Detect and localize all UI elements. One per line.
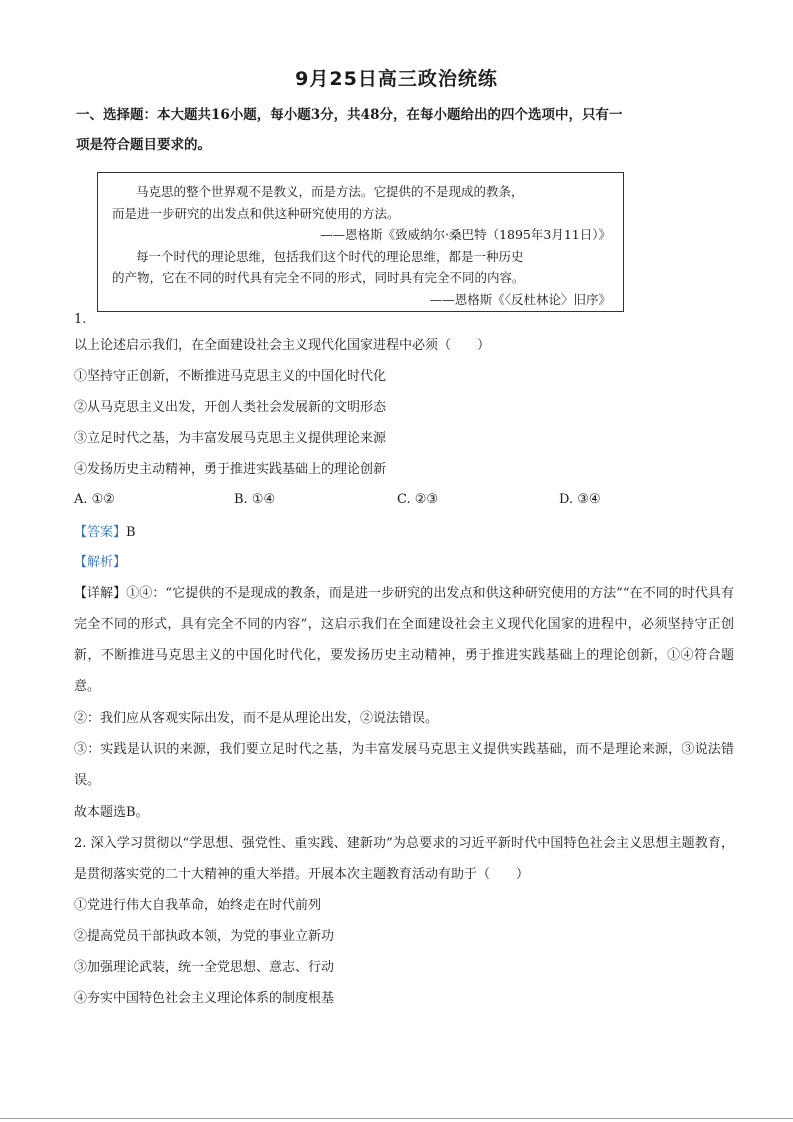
quote-text: 的产物，它在不同的时代具有完全不同的形式，同时具有完全不同的内容。 xyxy=(112,270,525,285)
statement-item: ④发扬历史主动精神，勇于推进实践基础上的理论创新 xyxy=(74,462,387,477)
statement-item: ③加强理论武装，统一全党思想、意志、行动 xyxy=(74,960,335,975)
statement-item: ①党进行伟大自我革命，始终走在时代前列 xyxy=(74,898,322,913)
quote-box xyxy=(97,172,624,312)
conclusion: 故本题选B。 xyxy=(74,805,149,820)
question-2-stem: 2. 深入学习贯彻以“学思想、强党性、重实践、建新功”为总要求的习近平新时代中国特色社会主义思想主题教育，是贯彻落实党的二十大精神的重大举措。开展本次主题教育活动有助于（ ） xyxy=(74,836,734,882)
option-a: A. ①② xyxy=(74,492,115,507)
option-c: C. ②③ xyxy=(397,492,439,507)
question-number: 1. xyxy=(74,312,87,327)
quote-source: ——恩格斯《致威纳尔·桑巴特（1895年3月11日）》 xyxy=(320,227,611,242)
answer-value: B xyxy=(126,525,136,540)
quote-text: 每一个时代的理论思维，包括我们这个时代的理论思维，都是一种历史 xyxy=(136,248,524,264)
statement-item: ③立足时代之基，为丰富发展马克思主义提供理论来源 xyxy=(74,431,387,446)
statement-item: ②提高党员干部执政本领，为党的事业立新功 xyxy=(74,929,335,944)
answer-options xyxy=(74,492,714,512)
option-b: B. ①④ xyxy=(234,492,276,507)
page-title: 9月25日高三政治统练 xyxy=(295,68,498,90)
detail-tag: 【详解】 xyxy=(74,586,127,601)
section-heading-line1: 一、选择题：本大题共16小题，每小题3分，共48分，在每小题给出的四个选项中，只有一 xyxy=(76,107,623,123)
explanation-3: ③：实践是认识的来源，我们要立足时代之基，为丰富发展马克思主义提供实践基础，而不是理论来源，③说法错误。 xyxy=(74,742,734,788)
answer-line xyxy=(74,523,136,543)
page-bottom-rule xyxy=(0,1118,793,1119)
analysis-tag: 【解析】 xyxy=(74,555,127,570)
detail-paragraph xyxy=(74,578,734,702)
section-heading-line2: 项是符合题目要求的。 xyxy=(76,137,211,153)
statement-item: ①坚持守正创新，不断推进马克思主义的中国化时代化 xyxy=(74,369,387,384)
quote-text: 而是进一步研究的出发点和供这种研究使用的方法。 xyxy=(112,205,400,221)
answer-tag: 【答案】 xyxy=(74,525,127,540)
quote-source: ——恩格斯《〈反杜林论〉旧序》 xyxy=(429,291,611,307)
explanation-2: ②：我们应从客观实际出发，而不是从理论出发，②说法错误。 xyxy=(74,711,439,726)
quote-text: 马克思的整个世界观不是教义，而是方法。它提供的不是现成的教条， xyxy=(136,184,524,199)
statement-item: ②从马克思主义出发，开创人类社会发展新的文明形态 xyxy=(74,400,387,415)
option-d: D. ③④ xyxy=(559,492,601,507)
detail-text: ①④：“它提供的不是现成的教条，而是进一步研究的出发点和供这种研究使用的方法”“在不同的时代具有完全不同的形式，具有完全不同的内容”，这启示我们在全面建设社会主义现代化国家的进程中，必须坚持守正创新，不断推进马克思主义的中国化时代化，要发扬历史主动精神，勇于推进实践基础上的理论创新，①④符合题意。 xyxy=(74,586,734,694)
question-stem: 以上论述启示我们，在全面建设社会主义现代化国家进程中必须（ ） xyxy=(74,338,491,353)
statement-item: ④夯实中国特色社会主义理论体系的制度根基 xyxy=(74,991,335,1006)
